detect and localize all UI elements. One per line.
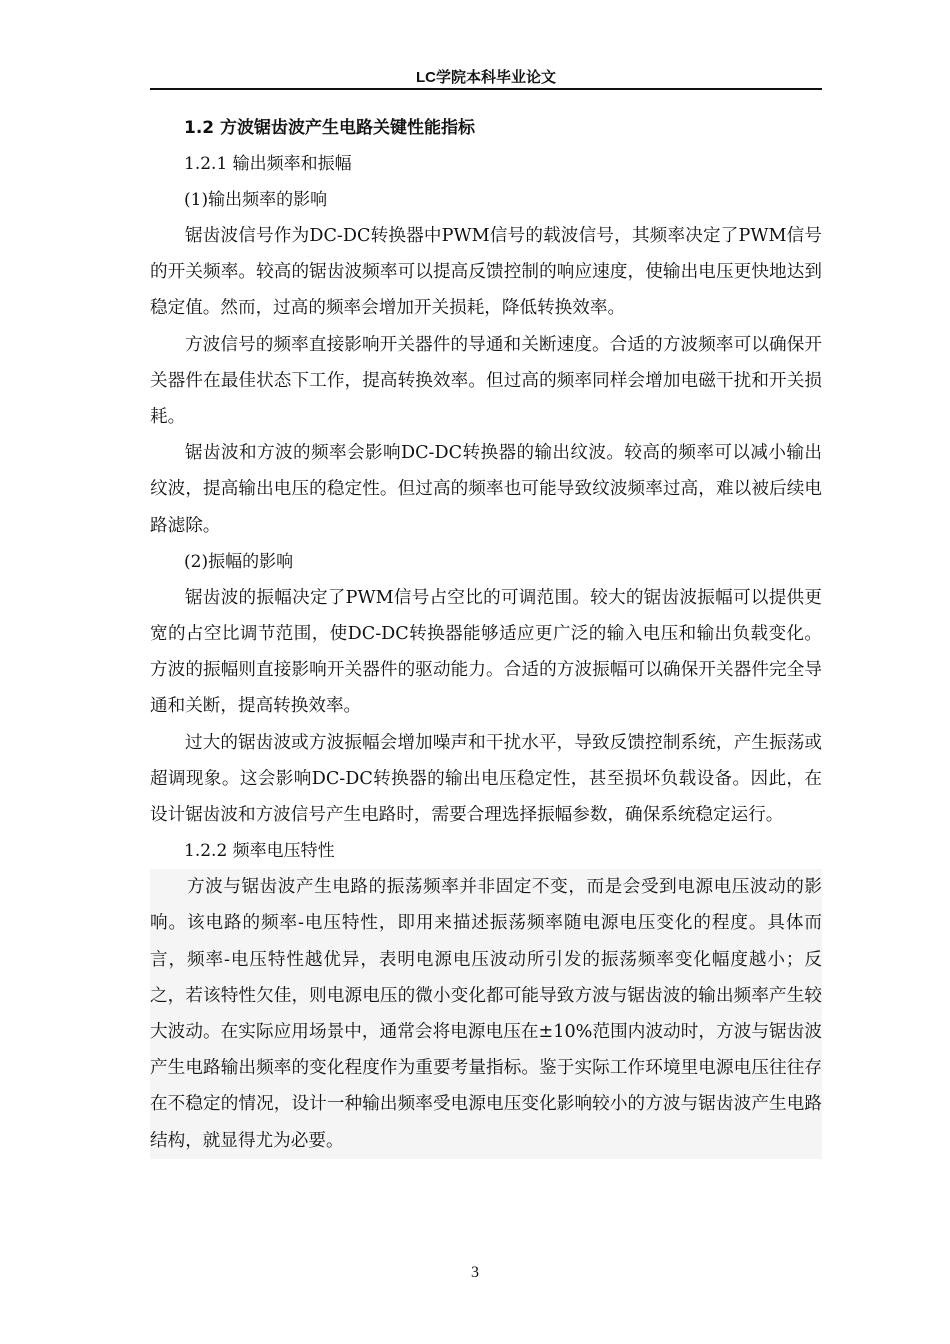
body-paragraph-shaded: 方波与锯齿波产生电路的振荡频率并非固定不变，而是会受到电源电压波动的影响。该电路的频率-电压特性，即用来描述振荡频率随电源电压变化的程度。具体而言，频率-电压特性越优异，表明电源电压波动所引发的振荡频率变化幅度越小；反之，若该特性欠佳，则电源电压的微小变化都可能导致方波与锯齿波的输出频率产生较大波动。在实际应用场景中，通常会将电源电压在±10%范围内波动时，方波与锯齿波产生电路输出频率的变化程度作为重要考量指标。鉴于实际工作环境里电源电压往往存在不稳定的情况，设计一种输出频率受电源电压变化影响较小的方波与锯齿波产生电路结构，就显得尤为必要。 [150,869,822,1159]
page-header-title: LC学院本科毕业论文 [416,69,556,86]
body-paragraph: 锯齿波的振幅决定了PWM信号占空比的可调范围。较大的锯齿波振幅可以提供更宽的占空比调节范围，使DC-DC转换器能够适应更广泛的输入电压和输出负载变化。方波的振幅则直接影响开关器件的驱动能力。合适的方波振幅可以确保开关器件完全导通和关断，提高转换效率。 [150,587,822,717]
header-divider [150,88,822,90]
subsection-heading-output-frequency: 1.2.1 输出频率和振幅 [184,154,352,174]
body-paragraph: 过大的锯齿波或方波振幅会增加噪声和干扰水平，导致反馈控制系统，产生振荡或超调现象。这会影响DC-DC转换器的输出电压稳定性，甚至损坏负载设备。因此，在设计锯齿波和方波信号产生电路时，需要合理选择振幅参数，确保系统稳定运行。 [150,732,822,826]
item-heading-frequency-effect: (1)输出频率的影响 [184,190,328,210]
page-number: 3 [471,1264,479,1281]
section-heading: 1.2 方波锯齿波产生电路关键性能指标 [184,118,476,138]
item-heading-amplitude-effect: (2)振幅的影响 [184,551,294,572]
document-body [150,110,822,1159]
body-paragraph: 锯齿波和方波的频率会影响DC-DC转换器的输出纹波。较高的频率可以减小输出纹波，提高输出电压的稳定性。但过高的频率也可能导致纹波频率过高，难以被后续电路滤除。 [150,443,822,536]
subsection-heading-frequency-voltage: 1.2.2 频率电压特性 [184,841,335,862]
body-paragraph: 锯齿波信号作为DC-DC转换器中PWM信号的载波信号，其频率决定了PWM信号的开关频率。较高的锯齿波频率可以提高反馈控制的响应速度，使输出电压更快地达到稳定值。然而，过高的频率会增加开关损耗，降低转换效率。 [150,226,822,319]
body-paragraph: 方波信号的频率直接影响开关器件的导通和关断速度。合适的方波频率可以确保开关器件在最佳状态下工作，提高转换效率。但过高的频率同样会增加电磁干扰和开关损耗。 [150,334,822,428]
